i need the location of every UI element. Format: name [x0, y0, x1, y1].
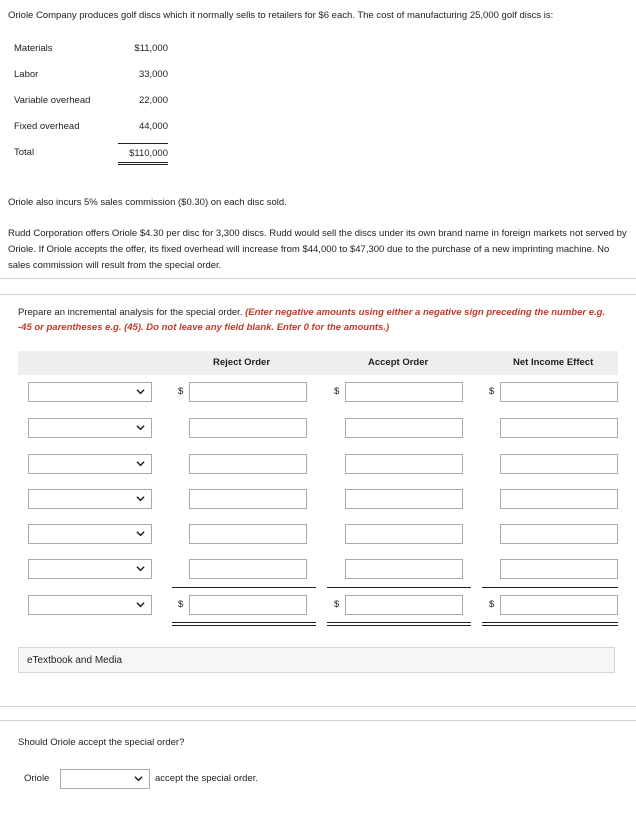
answer-prefix: Oriole — [24, 773, 50, 784]
currency-symbol: $ — [334, 599, 340, 610]
accept-order-input[interactable] — [345, 454, 463, 474]
accept-order-input[interactable] — [345, 418, 463, 438]
table-row — [18, 559, 618, 581]
item-select[interactable] — [28, 489, 152, 509]
accept-order-input[interactable] — [345, 559, 463, 579]
table-row-total — [18, 595, 618, 617]
table-row — [18, 382, 618, 404]
reject-order-input[interactable] — [189, 418, 307, 438]
answer-suffix: accept the special order. — [155, 773, 258, 784]
chevron-down-icon — [134, 774, 143, 783]
currency-symbol: $ — [489, 386, 495, 397]
cost-amount: 44,000 — [138, 121, 168, 132]
reject-order-total-input[interactable] — [189, 595, 307, 615]
cost-amount: 22,000 — [138, 95, 168, 106]
net-income-input[interactable] — [500, 524, 618, 544]
cost-row-variable-overhead — [14, 92, 174, 118]
instruction-text — [18, 305, 618, 335]
etextbook-media-panel[interactable] — [18, 647, 615, 673]
etextbook-media-label: eTextbook and Media — [27, 655, 123, 666]
divider — [0, 706, 636, 707]
table-row — [18, 524, 618, 546]
table-row — [18, 454, 618, 476]
intro-text: Oriole Company produces golf discs which it normally sells to retailers for $6 each. The cost of manufacturing 25,000 golf discs is: — [8, 10, 554, 21]
net-income-input[interactable] — [500, 559, 618, 579]
reject-order-input[interactable] — [189, 382, 307, 402]
reject-order-input[interactable] — [189, 559, 307, 579]
cost-label: Fixed overhead — [14, 121, 80, 132]
currency-symbol: $ — [178, 386, 184, 397]
accept-order-total-input[interactable] — [345, 595, 463, 615]
item-select[interactable] — [28, 454, 152, 474]
header-net: Net Income Effect — [513, 357, 594, 368]
item-select[interactable] — [28, 559, 152, 579]
currency-symbol: $ — [489, 599, 495, 610]
chevron-down-icon — [136, 387, 145, 396]
header-reject: Reject Order — [213, 357, 271, 368]
accept-order-input[interactable] — [345, 382, 463, 402]
net-income-input[interactable] — [500, 454, 618, 474]
net-income-total-input[interactable] — [500, 595, 618, 615]
table-header — [18, 351, 618, 375]
cost-row-materials — [14, 40, 174, 66]
currency-symbol: $ — [178, 599, 184, 610]
divider — [0, 294, 636, 295]
chevron-down-icon — [136, 494, 145, 503]
item-select[interactable] — [28, 382, 152, 402]
accept-decision-select[interactable] — [60, 769, 150, 789]
item-select[interactable] — [28, 418, 152, 438]
table-row — [18, 418, 618, 440]
total-rule — [172, 587, 316, 588]
cost-table — [14, 40, 174, 170]
offer-text: Rudd Corporation offers Oriole $4.30 per disc for 3,300 discs. Rudd would sell the discs under its own brand name in foreign markets not served by Oriole. If Oriole accepts the offer, its fixed overhead will increase from $44,000 to $47,300 due to the purchase of a new imprinting machine. No sales commission will result from the special order. — [8, 228, 627, 271]
chevron-down-icon — [136, 423, 145, 432]
divider — [0, 720, 636, 721]
cost-row-labor — [14, 66, 174, 92]
item-select[interactable] — [28, 595, 152, 615]
net-income-input[interactable] — [500, 382, 618, 402]
total-label: Total — [14, 147, 35, 158]
cost-label: Materials — [14, 43, 53, 54]
cost-row-fixed-overhead — [14, 118, 174, 144]
reject-order-input[interactable] — [189, 454, 307, 474]
chevron-down-icon — [136, 564, 145, 573]
net-income-input[interactable] — [500, 418, 618, 438]
reject-order-input[interactable] — [189, 524, 307, 544]
double-underline — [482, 622, 618, 626]
table-row — [18, 489, 618, 511]
double-underline — [327, 622, 471, 626]
cost-label: Variable overhead — [14, 95, 91, 106]
header-accept: Accept Order — [368, 357, 429, 368]
total-rule — [482, 587, 618, 588]
chevron-down-icon — [136, 529, 145, 538]
accept-order-input[interactable] — [345, 489, 463, 509]
net-income-input[interactable] — [500, 489, 618, 509]
cost-amount: $11,000 — [134, 43, 168, 54]
cost-label: Labor — [14, 69, 39, 80]
accept-order-input[interactable] — [345, 524, 463, 544]
double-underline — [172, 622, 316, 626]
reject-order-input[interactable] — [189, 489, 307, 509]
item-select[interactable] — [28, 524, 152, 544]
currency-symbol: $ — [334, 386, 340, 397]
cost-row-total — [14, 144, 174, 170]
commission-text: Oriole also incurs 5% sales commission ($0.30) on each disc sold. — [8, 197, 287, 208]
chevron-down-icon — [136, 600, 145, 609]
divider — [0, 278, 636, 279]
instruction-plain: Prepare an incremental analysis for the special order. — [18, 307, 246, 318]
total-rule — [327, 587, 471, 588]
instruction-note: (Enter negative amounts using either a negative sign preceding the number e.g. -45 or parentheses e.g. (45). Do not leave any field blank. Enter 0 for the amounts.) — [18, 307, 606, 333]
chevron-down-icon — [136, 459, 145, 468]
total-amount: $110,000 — [118, 143, 168, 165]
cost-amount: 33,000 — [138, 69, 168, 80]
question-text: Should Oriole accept the special order? — [18, 737, 185, 748]
